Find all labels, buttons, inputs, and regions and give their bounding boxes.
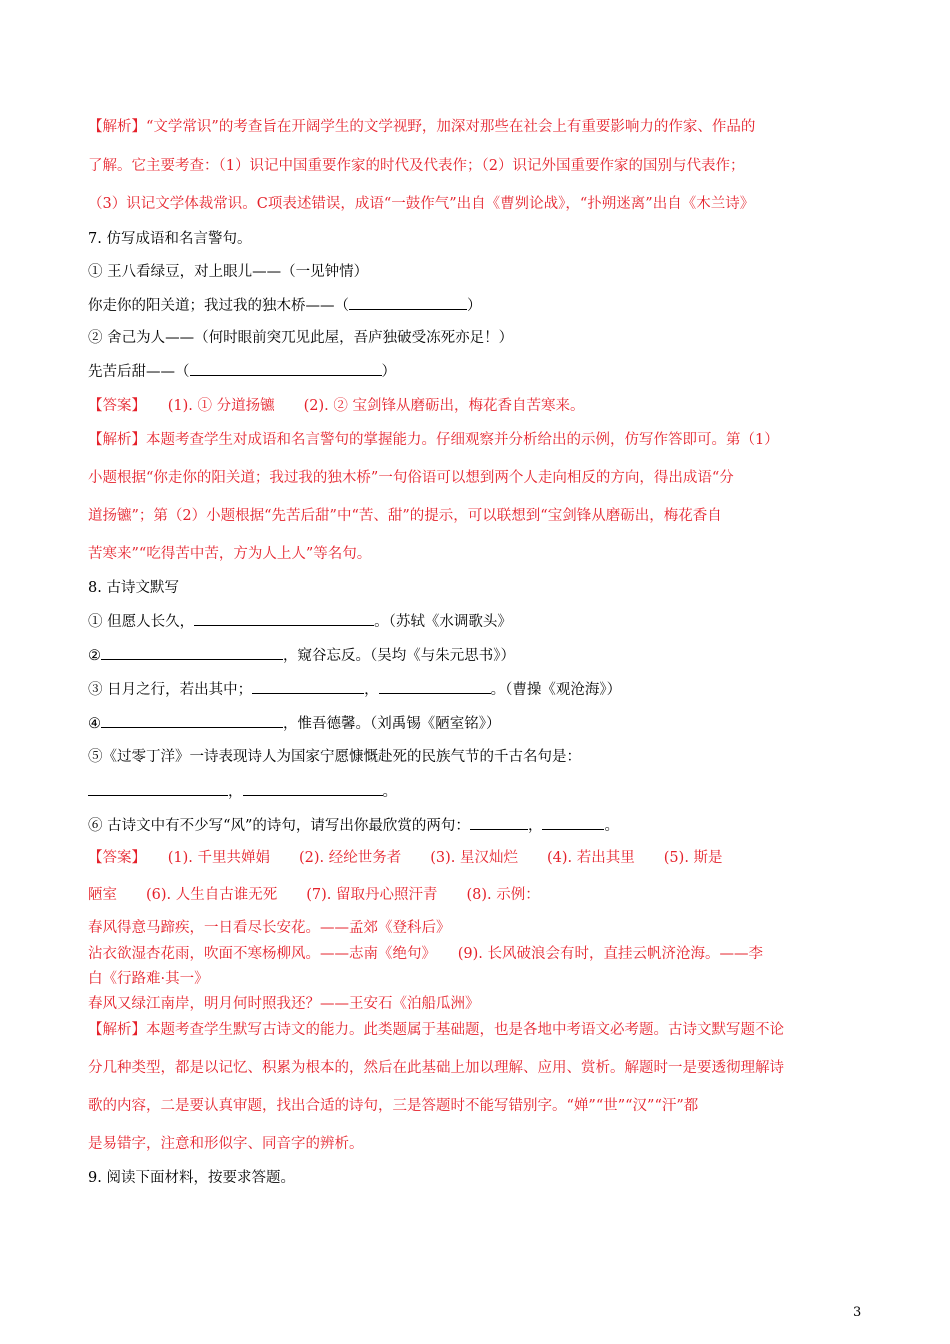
answer-blank xyxy=(190,361,382,376)
q6-analysis-line-1: 【解析】“文学常识”的考查旨在开阔学生的文学视野，加深对那些在社会上有重要影响力的作家、作品的 xyxy=(88,119,756,135)
answer-blank xyxy=(101,713,283,728)
answer-blank xyxy=(379,679,491,694)
q8-analysis-line-1: 【解析】本题考查学生默写古诗文的能力。此类题属于基础题，也是各地中考语文必考题。古诗文默写题不论 xyxy=(88,1022,784,1038)
q6-analysis-line-2: 了解。它主要考查：（1）识记中国重要作家的时代及代表作；（2）识记外国重要作家的国别与代表作； xyxy=(88,158,745,174)
q7-analysis-line-2: 小题根据“你走你的阳关道；我过我的独木桥”一句俗语可以想到两个人走向相反的方向，得出成语“分 xyxy=(88,470,734,486)
q8-answer-line-2: 陋室 (6). 人生自古谁无死 (7). 留取丹心照汗青 (8). 示例： xyxy=(88,887,540,903)
answer-blank xyxy=(88,781,228,796)
q7-analysis-line-4: 苦寒来”“吃得苦中苦，方为人上人”等名句。 xyxy=(88,546,372,562)
q8-item-3: ③ 日月之行，若出其中； ， 。（曹操《观沧海》） xyxy=(88,679,878,700)
q6-analysis-line-3: （3）识记文学体裁常识。C项表述错误，成语“一鼓作气”出自《曹刿论战》，“扑朔迷离”出自《木兰诗》 xyxy=(88,196,755,212)
answer-blank xyxy=(542,815,604,830)
answer-blank xyxy=(470,815,528,830)
answer-blank xyxy=(194,611,374,626)
q7-title: 7. 仿写成语和名言警句。 xyxy=(88,231,252,247)
q8-item-2: ② ，窥谷忘反。（吴均《与朱元思书》） xyxy=(88,645,878,666)
q8-answer-line-5: 白《行路难·其一》 xyxy=(88,971,209,987)
answer-blank xyxy=(101,645,283,660)
q8-item-6: ⑥ 古诗文中有不少写“风”的诗句，请写出你最欣赏的两句： ， 。 xyxy=(88,815,878,836)
q7-question-2: 先苦后甜——（ ） xyxy=(88,361,878,382)
q8-title: 8. 古诗文默写 xyxy=(88,580,179,596)
q8-answer-line-6: 春风又绿江南岸，明月何时照我还？——王安石《泊船瓜洲》 xyxy=(88,996,480,1012)
q7-analysis-line-1: 【解析】本题考查学生对成语和名言警句的掌握能力。仔细观察并分析给出的示例，仿写作答即可。第（1） xyxy=(88,432,779,448)
q7-example-2: ② 舍己为人——（何时眼前突兀见此屋，吾庐独破受冻死亦足！） xyxy=(88,330,514,346)
q8-item-1: ① 但愿人长久， 。（苏轼《水调歌头》 xyxy=(88,611,878,632)
q7-analysis-line-3: 道扬镳”；第（2）小题根据“先苦后甜”中“苦、甜”的提示，可以联想到“宝剑锋从磨砺出，梅花香自 xyxy=(88,508,722,524)
q8-answer-line-4: 沾衣欲湿杏花雨，吹面不寒杨柳风。——志南《绝句》 (9). 长风破浪会有时，直挂云帆济沧海。——李 xyxy=(88,946,764,962)
q8-analysis-line-3: 歌的内容，二是要认真审题，找出合适的诗句，三是答题时不能写错别字。“婵”“世”“汉”“汗”都 xyxy=(88,1098,699,1114)
q8-item-5-blanks: ， 。 xyxy=(88,781,878,802)
q8-answer-line-1: 【答案】 (1). 千里共婵娟 (2). 经纶世务者 (3). 星汉灿烂 (4). 若出其里 (5). 斯是 xyxy=(88,850,723,866)
answer-blank xyxy=(349,295,467,310)
q8-analysis-line-2: 分几种类型，都是以记忆、积累为根本的，然后在此基础上加以理解、应用、赏析。解题时一是要透彻理解诗 xyxy=(88,1060,784,1076)
q7-answer: 【答案】 (1). ① 分道扬镳 (2). ② 宝剑锋从磨砺出，梅花香自苦寒来。 xyxy=(88,398,585,414)
q8-item-4: ④ ，惟吾德馨。（刘禹锡《陋室铭》） xyxy=(88,713,878,734)
q8-analysis-line-4: 是易错字，注意和形似字、同音字的辨析。 xyxy=(88,1136,364,1152)
q7-question-1: 你走你的阳关道；我过我的独木桥——（ ） xyxy=(88,295,878,316)
q9-title: 9. 阅读下面材料，按要求答题。 xyxy=(88,1170,295,1186)
q8-answer-line-3: 春风得意马蹄疾，一日看尽长安花。——孟郊《登科后》 xyxy=(88,920,451,936)
answer-blank xyxy=(243,781,383,796)
answer-blank xyxy=(252,679,364,694)
q7-example-1: ① 王八看绿豆，对上眼儿——（一见钟情） xyxy=(88,264,369,280)
q8-item-5: ⑤《过零丁洋》一诗表现诗人为国家宁愿慷慨赴死的民族气节的千古名句是： xyxy=(88,749,581,765)
page-number: 3 xyxy=(853,1305,862,1320)
